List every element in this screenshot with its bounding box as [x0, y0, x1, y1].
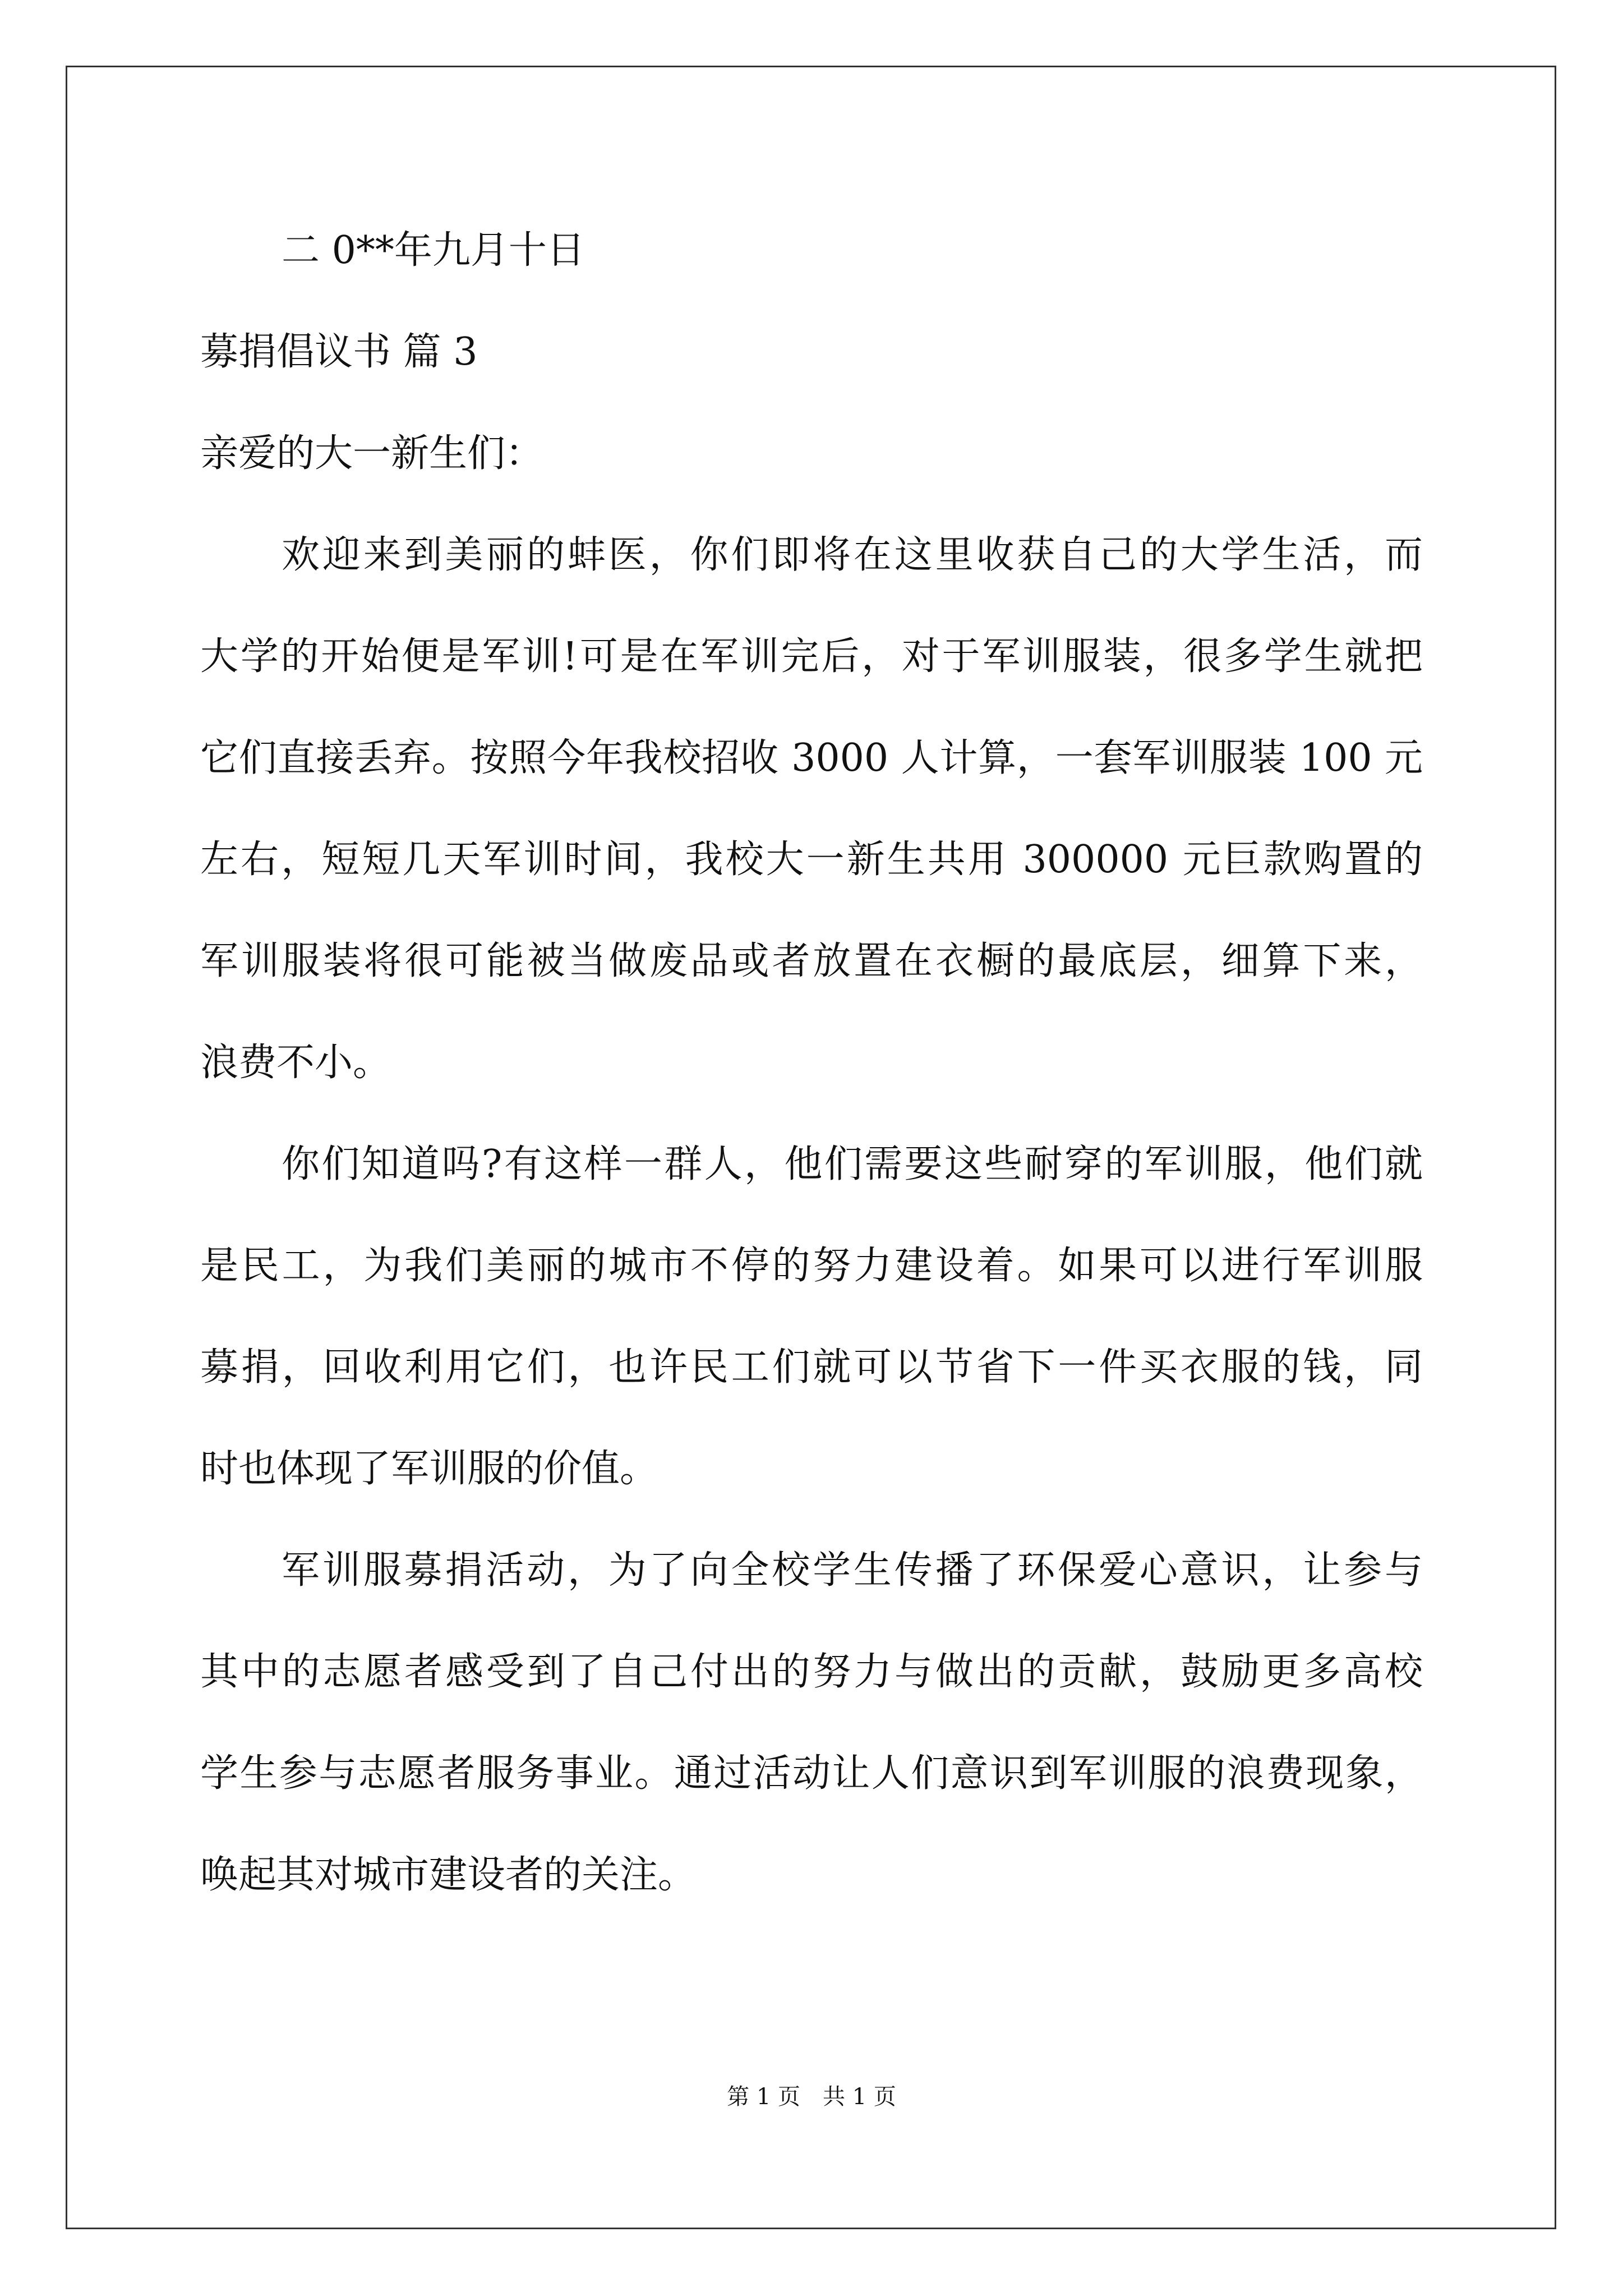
paragraph-1-line-2: 大学的开始便是军训!可是在军训完后，对于军训服装，很多学生就把 [200, 634, 1423, 679]
paragraph-2-line-1: 你们知道吗?有这样一群人，他们需要这些耐穿的军训服，他们就 [282, 1142, 1423, 1186]
paragraph-2-line-3: 募捐，回收利用它们，也许民工们就可以节省下一件买衣服的钱，同 [200, 1345, 1423, 1389]
paragraph-3-line-3: 学生参与志愿者服务事业。通过活动让人们意识到军训服的浪费现象， [200, 1751, 1423, 1796]
paragraph-2-line-2: 是民工，为我们美丽的城市不停的努力建设着。如果可以进行军训服 [200, 1244, 1423, 1288]
paragraph-1-line-6: 浪费不小。 [200, 1041, 391, 1085]
paragraph-3-line-1: 军训服募捐活动，为了向全校学生传播了环保爱心意识，让参与 [282, 1548, 1423, 1593]
paragraph-1-line-1: 欢迎来到美丽的蚌医，你们即将在这里收获自己的大学生活，而 [282, 533, 1423, 577]
date-line: 二 0**年九月十日 [282, 228, 585, 273]
paragraph-1-line-5: 军训服装将很可能被当做废品或者放置在衣橱的最底层，细算下来， [200, 939, 1423, 983]
paragraph-3-line-4: 唤起其对城市建设者的关注。 [200, 1853, 697, 1897]
section-title: 募捐倡议书 篇 3 [200, 330, 478, 374]
paragraph-2-line-4: 时也体现了军训服的价值。 [200, 1447, 658, 1491]
salutation: 亲爱的大一新生们： [200, 431, 544, 476]
paragraph-1-line-3: 它们直接丢弃。按照今年我校招收 3000 人计算，一套军训服装 100 元 [200, 736, 1423, 780]
page-footer: 第 1 页 共 1 页 [727, 2084, 896, 2110]
paragraph-3-line-2: 其中的志愿者感受到了自己付出的努力与做出的贡献，鼓励更多高校 [200, 1650, 1423, 1694]
paragraph-1-line-4: 左右，短短几天军训时间，我校大一新生共用 300000 元巨款购置的 [200, 838, 1423, 882]
